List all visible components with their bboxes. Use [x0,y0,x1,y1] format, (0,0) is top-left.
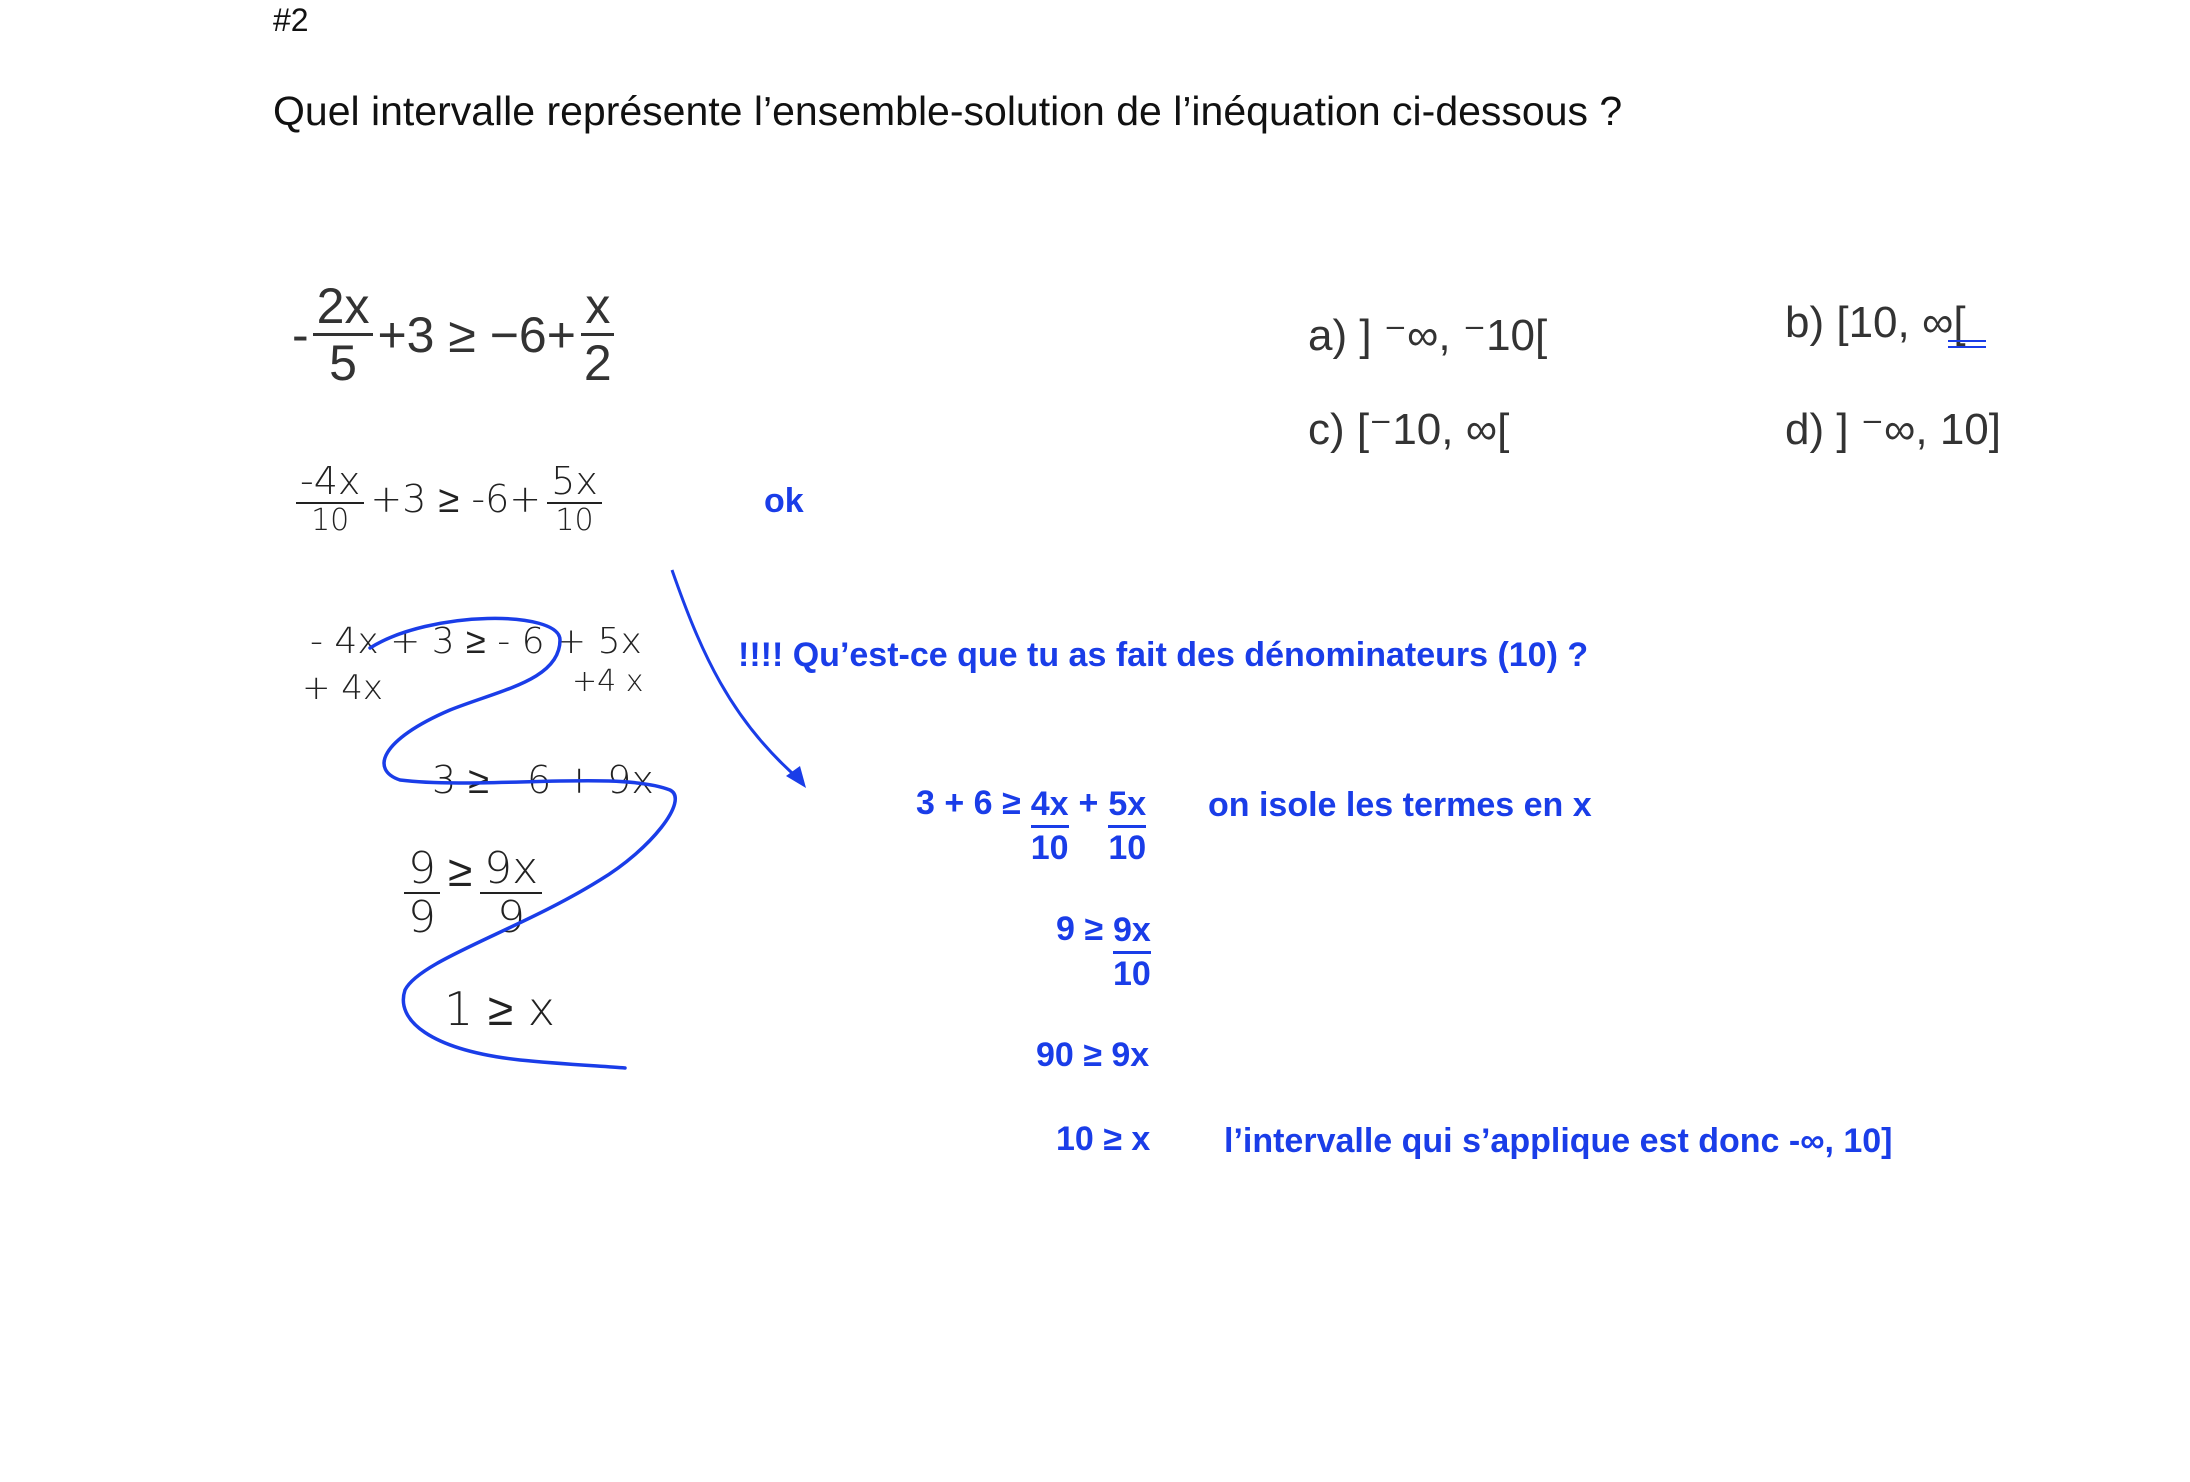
step-2-left: 9 ≥ [1056,910,1104,948]
fraction-denominator: 5 [329,334,357,391]
teacher-conclusion: l’intervalle qui s’applique est donc -∞, 10] [1224,1122,1893,1160]
step-1-denominator: 10 [1108,828,1147,867]
inequation-middle: +3 ≥ −6+ [377,307,576,364]
student-denominator: 9 [408,892,436,944]
step-1-numerator: 5x [1108,784,1146,828]
step-1-note: on isole les termes en x [1208,786,1592,824]
teacher-comment: !!!! Qu’est-ce que tu as fait des dénominateurs (10) ? [738,636,1589,674]
step-1-numerator: 4x [1031,784,1069,828]
student-line-3: 3 ≥ - 6 + 9x [432,758,654,802]
step-1-fraction [1031,784,1069,869]
student-denominator: 10 [311,502,350,538]
correction-step-3: 90 ≥ 9x [1036,1036,1150,1074]
student-denominator: 9 [497,892,526,944]
correction-step-4: 10 ≥ x [1056,1120,1151,1158]
student-denominator: 10 [555,502,594,538]
fraction-numerator: 2x [313,280,374,336]
step-1-plus: + [1078,784,1099,822]
fraction-denominator: 2 [583,334,612,391]
step-2-numerator: 9x [1113,910,1151,954]
student-line-2-left-add: + 4x [302,668,384,708]
student-numerator: -4x [296,462,364,504]
correction-arrow [672,570,800,780]
step-1-fraction [1108,784,1146,869]
choice-a: a) ] ⁻∞, ⁻10[ [1308,311,1548,360]
question-text: Quel intervalle représente l’ensemble-solution de l’inéquation ci-dessous ? [273,88,1623,134]
choice-d: d) ] ⁻∞, 10] [1785,405,2002,454]
student-line-2-right-add: +4 x [572,664,644,699]
step-1-left: 3 + 6 ≥ [916,784,1021,822]
step-2-denominator: 10 [1113,954,1151,993]
inequation-minus: - [292,307,309,364]
student-numerator: 9x [480,846,542,894]
student-geq: ≥ [448,846,473,897]
correction-step-2 [1056,910,1151,995]
student-line-2: - 4x + 3 ≥ - 6 + 5x [310,621,642,662]
correction-step-1 [916,784,1146,869]
step-1-denominator: 10 [1030,828,1069,867]
student-line-5: 1 ≥ x [444,982,555,1036]
student-middle: +3 ≥ -6+ [370,476,542,521]
student-numerator: 9 [404,846,440,894]
teacher-ok: ok [764,482,804,520]
step-2-fraction [1113,910,1151,995]
choice-b: b) [10, ∞[ [1785,298,1966,347]
strike-through-scribble [370,618,675,1068]
student-numerator: 5x [547,462,602,504]
fraction-numerator: x [581,280,614,336]
problem-number: #2 [273,2,309,38]
choice-c: c) [⁻10, ∞[ [1308,405,1510,454]
